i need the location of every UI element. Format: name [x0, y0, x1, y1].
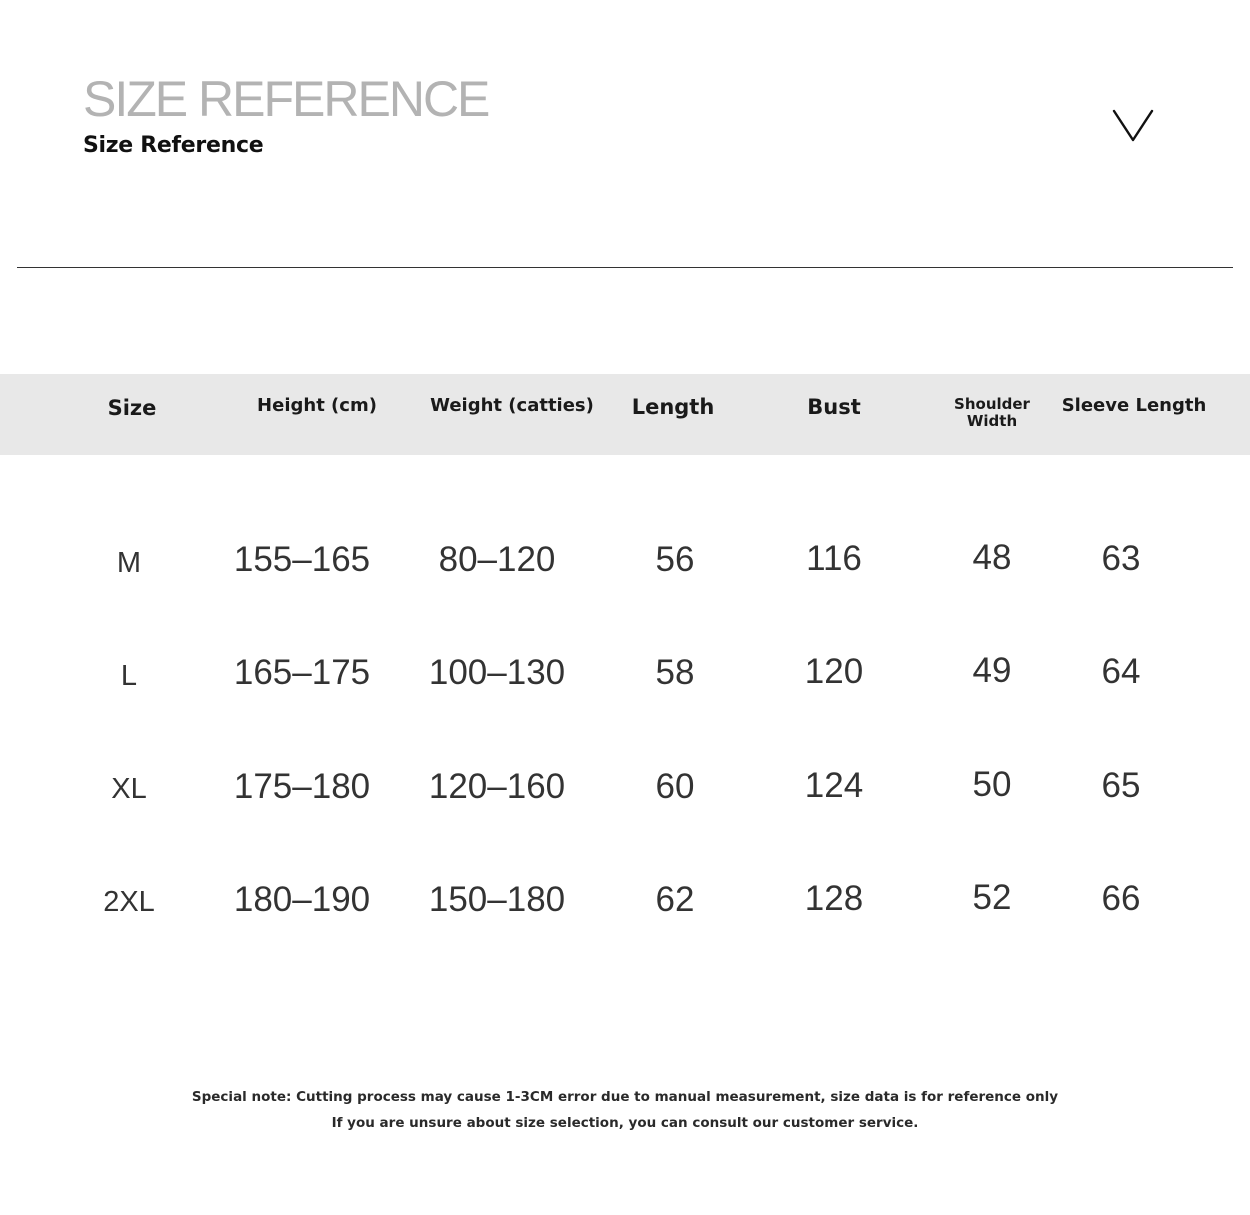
table-cell-size: 2XL: [103, 886, 155, 918]
customer-service-note: If you are unsure about size selection, you can consult our customer service.: [331, 1115, 919, 1131]
table-cell-sleeve: 66: [1101, 879, 1141, 918]
table-cell-bust: 124: [804, 766, 864, 805]
table-cell-shoulder: 50: [972, 765, 1012, 804]
table-cell-shoulder: 49: [972, 651, 1012, 690]
table-cell-size: L: [120, 660, 138, 692]
table-cell-sleeve: 64: [1101, 652, 1141, 691]
table-cell-length: 60: [655, 767, 695, 806]
table-cell-shoulder: 52: [972, 878, 1012, 917]
table-cell-length: 56: [655, 540, 695, 579]
table-cell-bust: 116: [806, 539, 862, 578]
table-cell-size: M: [116, 547, 142, 579]
table-cell-height: 180–190: [233, 880, 371, 919]
table-cell-length: 58: [655, 653, 695, 692]
table-cell-shoulder: 48: [972, 538, 1012, 577]
table-cell-weight: 120–160: [428, 767, 566, 806]
table-cell-sleeve: 65: [1101, 766, 1141, 805]
divider: [17, 267, 1233, 268]
column-header-length: Length: [631, 395, 715, 419]
column-header-size: Size: [107, 396, 157, 420]
table-cell-length: 62: [655, 880, 695, 919]
column-header-height: Height (cm): [257, 395, 377, 416]
column-header-weight: Weight (catties): [430, 395, 594, 416]
chevron-down-icon[interactable]: [1112, 108, 1154, 144]
table-cell-height: 175–180: [233, 767, 371, 806]
page-subtitle: Size Reference: [83, 133, 264, 158]
table-cell-bust: 120: [804, 652, 864, 691]
table-cell-bust: 128: [804, 879, 864, 918]
column-header-sleeve-length: Sleeve Length: [1061, 395, 1207, 416]
table-cell-weight: 150–180: [428, 880, 566, 919]
table-cell-size: XL: [111, 773, 147, 805]
page-title: SIZE REFERENCE: [83, 71, 489, 127]
table-cell-sleeve: 63: [1101, 539, 1141, 578]
special-note: Special note: Cutting process may cause 1-3CM error due to manual measurement, size data is for reference only: [191, 1089, 1059, 1105]
table-cell-height: 165–175: [233, 653, 371, 692]
column-header-shoulder-width: Shoulder Width: [954, 395, 1030, 430]
column-header-bust: Bust: [807, 395, 861, 419]
table-cell-height: 155–165: [233, 540, 371, 579]
table-cell-weight: 100–130: [428, 653, 566, 692]
table-cell-weight: 80–120: [438, 540, 556, 579]
table-header: [0, 374, 1250, 455]
